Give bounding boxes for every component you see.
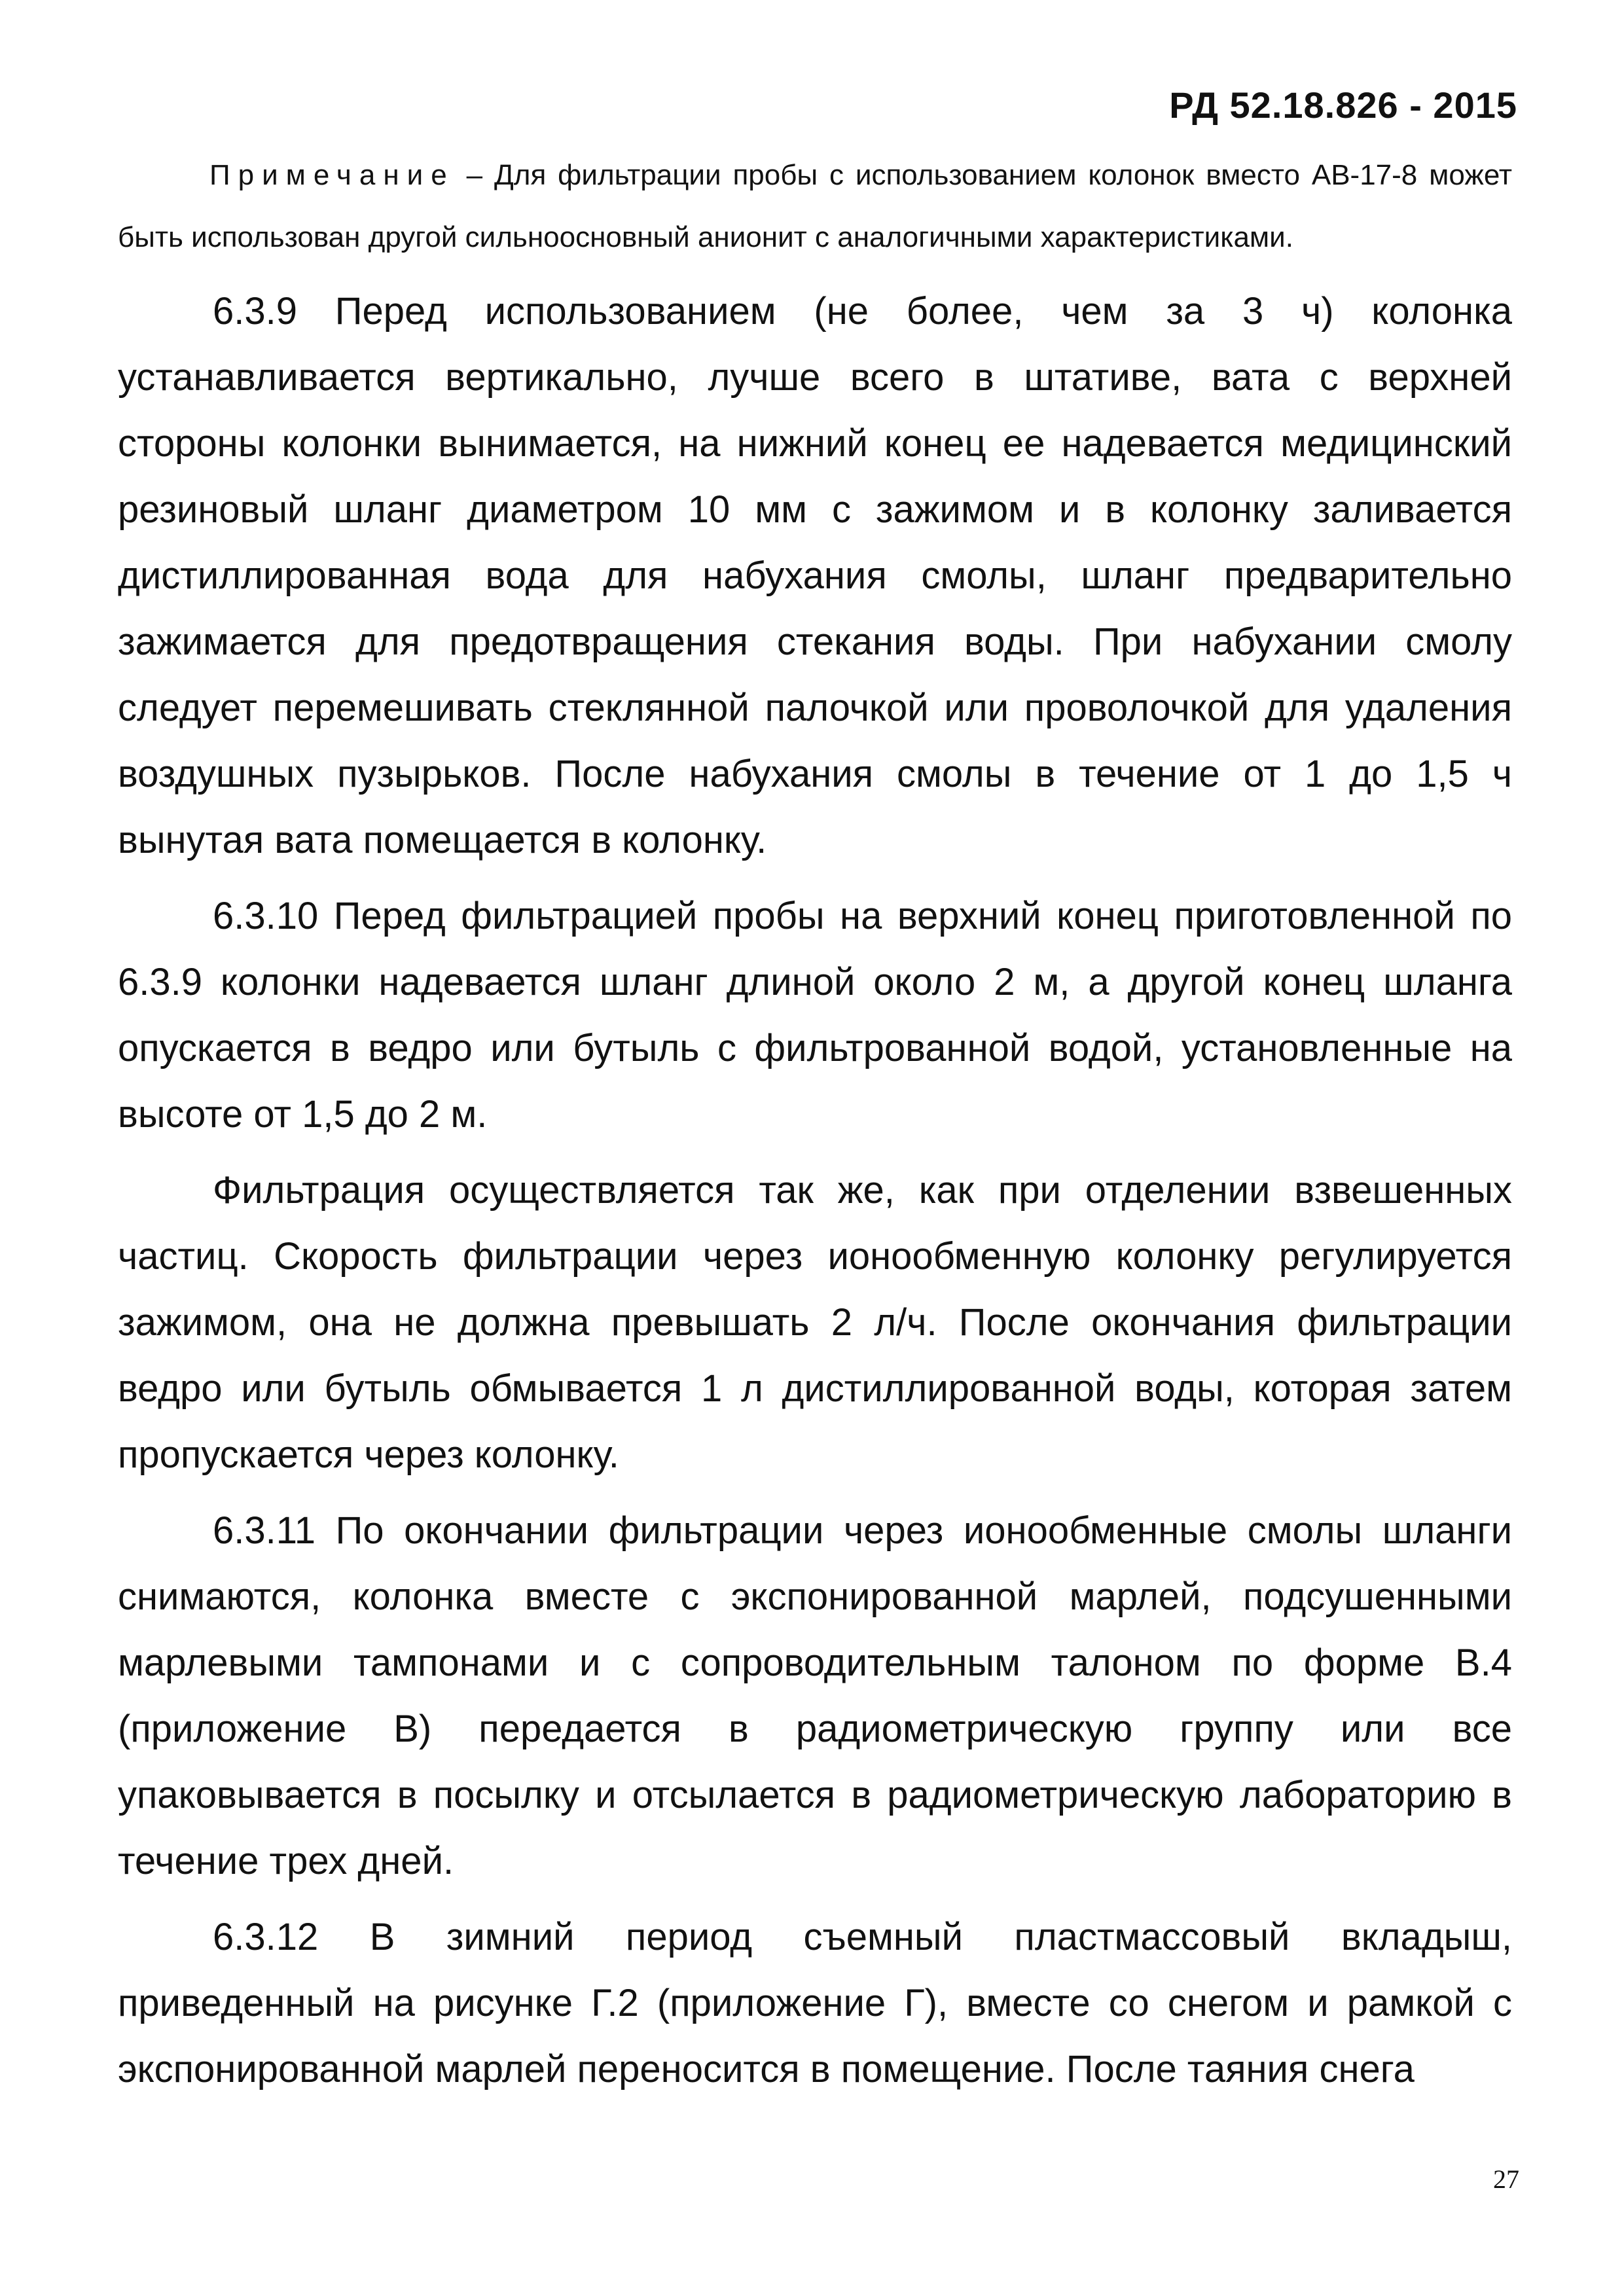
- note-paragraph: [118, 144, 1512, 268]
- page-content: [118, 144, 1512, 2102]
- paragraph-6-3-10: 6.3.10 Перед фильтрацией пробы на верхний конец приготовленной по 6.3.9 колонки надевается шланг длиной около 2 м, а другой конец шланга опускается в ведро или бутыль с фильтрованной водой, установленные на высоте от 1,5 до 2 м.: [118, 895, 1512, 1136]
- note-text: – Для фильтрации пробы с использованием колонок вместо АВ-17-8 может быть использован другой сильноосновный анионит с аналогичными характеристиками.: [118, 159, 1512, 253]
- paragraph-6-3-12: 6.3.12 В зимний период съемный пластмассовый вкладыш, приведенный на рисунке Г.2 (приложение Г), вместе со снегом и рамкой с экспонированной марлей переносится в помещение. После таяния снега: [118, 1916, 1512, 2090]
- paragraph-6-3-11: 6.3.11 По окончании фильтрации через ионообменные смолы шланги снимаются, колонка вместе с экспонированной марлей, подсушенными марлевыми тампонами и с сопроводительным талоном по форме В.4 (приложение В) передается в радиометрическую группу или все упаковывается в посылку и отсылается в радиометрическую лабораторию в течение трех дней.: [118, 1509, 1512, 1882]
- document-code-header: РД 52.18.826 - 2015: [1169, 84, 1517, 126]
- note-label: Примечание: [209, 159, 455, 191]
- paragraph-6-3-9: 6.3.9 Перед использованием (не более, чем за 3 ч) колонка устанавливается вертикально, лучше всего в штативе, вата с верхней стороны колонки вынимается, на нижний конец ее надевается медицинский резиновый шланг диаметром 10 мм с зажимом и в колонку заливается дистиллированная вода для набухания смолы, шланг предварительно зажимается для предотвращения стекания воды. При набухании смолу следует перемешивать стеклянной палочкой или проволочкой для удаления воздушных пузырьков. После набухания смолы в течение от 1 до 1,5 ч вынутая вата помещается в колонку.: [118, 290, 1512, 861]
- page-number: 27: [1493, 2164, 1519, 2194]
- paragraph-filtration: Фильтрация осуществляется так же, как при отделении взвешенных частиц. Скорость фильтрации через ионообменную колонку регулируется зажимом, она не должна превышать 2 л/ч. После окончания фильтрации ведро или бутыль обмывается 1 л дистиллированной воды, которая затем пропускается через колонку.: [118, 1169, 1512, 1476]
